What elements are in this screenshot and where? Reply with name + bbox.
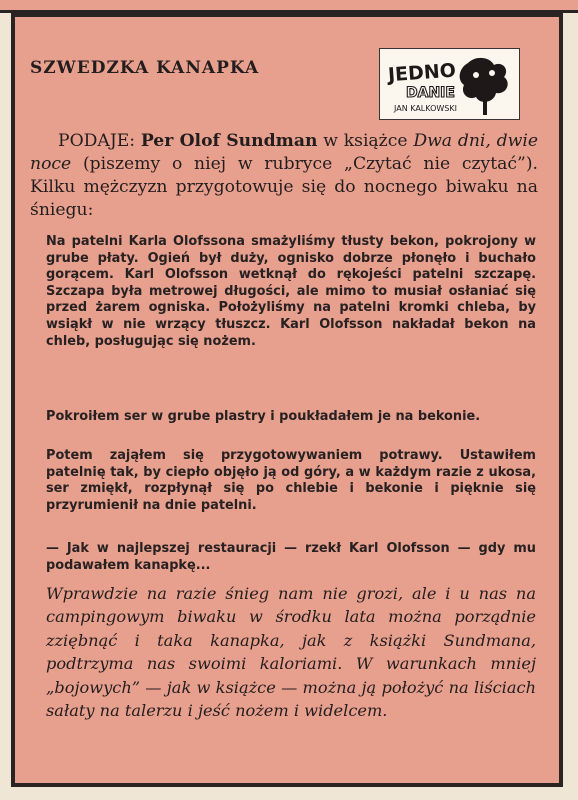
lead-text-1: w książce [317,131,414,151]
lead-intro: PODAJE: [58,131,141,151]
lead-paragraph [30,130,538,222]
logo-author: JAN KALKOWSKI [394,104,457,113]
fork-knife-illustration-icon [380,49,519,119]
article-title: SZWEDZKA KANAPKA [30,58,260,78]
quote-paragraph-2: Pokroiłem ser w grube plastry i poukładałem je na bekonie. [46,409,481,424]
quote-paragraph-1: Na patelni Karla Olofssona smażyliśmy tłusty bekon, pokrojony w grube płaty. Ogień był duży, ognisko dobrze płonęło i buchało gorącem. Karl Olofsson wetknął do rękojeści patelni szczapę. Szczapa była metrowej długości, ale mimo to musiał osłaniać się przed żarem ogniska. Położyliśmy na patelni kromki chleba, by wsiąkł w nie wrzący tłuszcz. Karl Olofsson nakładał bekon na chleb, posługując się nożem. [46,234,536,349]
lead-text-2: (piszemy o niej w rubryce „Czytać nie czytać”). Kilku mężczyzn przygotowuje się do nocnego biwaku na śniegu: [30,154,538,220]
logo-line-1: JEDNO [387,59,457,87]
closing-paragraph: Wprawdzie na razie śnieg nam nie grozi, ale i u nas na campingowym biwaku w środku lata można porządnie zziębnąć i taka kanapka, jak z książki Sundmana, podtrzyma nas swoimi kaloriami. W warunkach mniej „bojowych” — jak w książce — można ją położyć na liściach sałaty na talerzu i jeść nożem i widelcem. [46,584,536,721]
logo-line-2: DANIE [406,85,455,101]
quote-paragraph-3: Potem zająłem się przygotowywaniem potrawy. Ustawiłem patelnię tak, by ciepło objęło ją od góry, a w każdym razie z ukosa, ser zmiękł, rozpłynął się po chlebie i bekonie i pięknie się przyrumienił na dnie patelni. [46,448,536,513]
top-edge-strip [0,0,578,13]
quote-paragraph-4: — Jak w najlepszej restauracji — rzekł Karl Olofsson — gdy mu podawałem kanapkę... [46,541,536,573]
column-logo [379,48,520,120]
lead-book-title: Dwa dni, dwie noce [30,131,538,174]
lead-author: Per Olof Sundman [140,131,318,151]
